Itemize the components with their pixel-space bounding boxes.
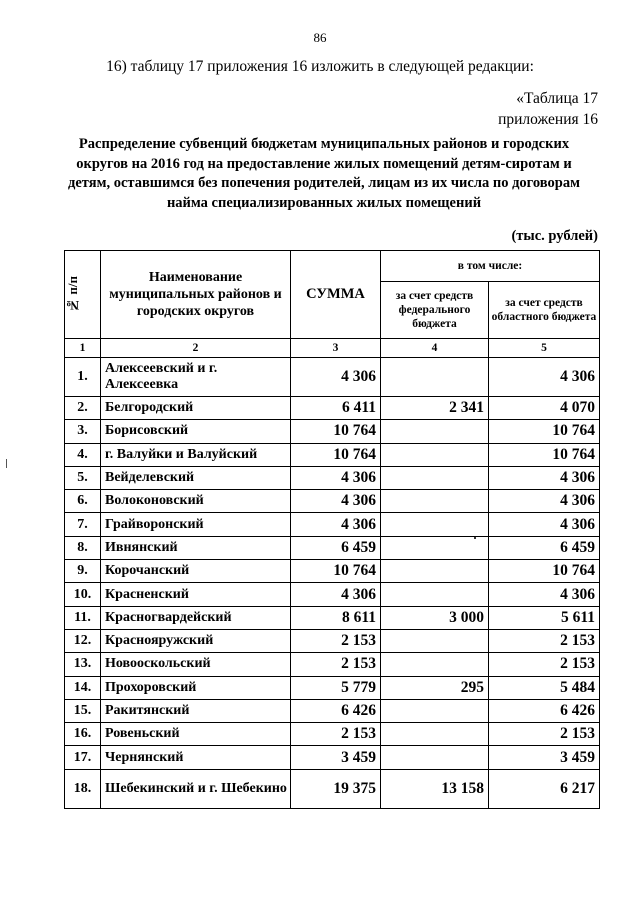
table-row [65,397,600,420]
column-index: 1 [65,339,101,358]
table-row [65,420,600,443]
federal-value: 13 158 [381,769,489,808]
regional-value: 5 611 [489,606,600,629]
row-number: 7. [65,513,101,536]
table-row [65,676,600,699]
sum-value: 6 459 [291,536,381,559]
federal-value [381,583,489,606]
row-number: 5. [65,466,101,489]
sum-value: 2 153 [291,723,381,746]
district-name: Вейделевский [101,466,291,489]
federal-value: 295 [381,676,489,699]
district-name: Чернянский [101,746,291,769]
header-federal: за счет средств федерального бюджета [381,282,489,339]
district-name: Корочанский [101,560,291,583]
row-number: 8. [65,536,101,559]
header-sum: СУММА [291,251,381,339]
table-row [65,443,600,466]
federal-value [381,420,489,443]
table-row [65,769,600,808]
header-name: Наименование муниципальных районов и городских округов [101,251,291,339]
federal-value [381,746,489,769]
district-name: Грайворонский [101,513,291,536]
sum-value: 4 306 [291,583,381,606]
row-number: 18. [65,769,101,808]
district-name: Красненский [101,583,291,606]
table-row [65,513,600,536]
table-row [65,746,600,769]
regional-value: 3 459 [489,746,600,769]
header-num: № п/п [65,276,80,313]
table-row [65,358,600,397]
sum-value: 10 764 [291,443,381,466]
stray-mark [474,537,476,539]
document-title: Распределение субвенций бюджетам муниципальных районов и городских округов на 2016 год на предоставление жилых помещений детям-сиротам и детям, оставшимся без попечения родителей, лицам из их числа по договорам найма специализированных жилых помещений [68,136,580,211]
caption-line-1: «Таблица 17 [516,90,598,107]
district-name: Краснояружский [101,629,291,652]
regional-value: 10 764 [489,420,600,443]
federal-value [381,443,489,466]
sum-value: 4 306 [291,490,381,513]
regional-value: 5 484 [489,676,600,699]
federal-value [381,653,489,676]
table-row [65,536,600,559]
regional-value: 10 764 [489,560,600,583]
regional-value: 4 306 [489,490,600,513]
table-row [65,653,600,676]
sum-value: 2 153 [291,629,381,652]
regional-value: 4 306 [489,583,600,606]
sum-value: 6 426 [291,699,381,722]
regional-value: 4 070 [489,397,600,420]
district-name: Борисовский [101,420,291,443]
row-number: 13. [65,653,101,676]
table-row [65,490,600,513]
row-number: 9. [65,560,101,583]
row-number: 1. [65,358,101,397]
margin-mark [6,459,7,468]
column-index: 4 [381,339,489,358]
federal-value: 2 341 [381,397,489,420]
sum-value: 4 306 [291,466,381,489]
column-index: 5 [489,339,600,358]
district-name: Новооскольский [101,653,291,676]
row-number: 17. [65,746,101,769]
federal-value [381,466,489,489]
sum-value: 10 764 [291,420,381,443]
regional-value: 2 153 [489,653,600,676]
sum-value: 5 779 [291,676,381,699]
table-row [65,466,600,489]
table-row [65,560,600,583]
regional-value: 6 426 [489,699,600,722]
district-name: Ровеньский [101,723,291,746]
row-number: 15. [65,699,101,722]
row-number: 6. [65,490,101,513]
units-label: (тыс. рублей) [511,228,598,244]
row-number: 4. [65,443,101,466]
row-number: 11. [65,606,101,629]
row-number: 14. [65,676,101,699]
federal-value: 3 000 [381,606,489,629]
district-name: Алексеевский и г. Алексеевка [101,358,291,397]
district-name: Ивнянский [101,536,291,559]
district-name: Прохоровский [101,676,291,699]
row-number: 2. [65,397,101,420]
intro-text: 16) таблицу 17 приложения 16 изложить в следующей редакции: [106,58,534,75]
sum-value: 8 611 [291,606,381,629]
column-index: 2 [101,339,291,358]
regional-value: 4 306 [489,466,600,489]
regional-value: 10 764 [489,443,600,466]
column-index: 3 [291,339,381,358]
district-name: Волоконовский [101,490,291,513]
federal-value [381,536,489,559]
regional-value: 2 153 [489,629,600,652]
federal-value [381,490,489,513]
regional-value: 4 306 [489,358,600,397]
table-row [65,606,600,629]
regional-value: 6 217 [489,769,600,808]
sum-value: 2 153 [291,653,381,676]
federal-value [381,560,489,583]
header-num-cell [65,251,101,339]
sum-value: 3 459 [291,746,381,769]
table-row [65,699,600,722]
sum-value: 19 375 [291,769,381,808]
federal-value [381,358,489,397]
sum-value: 6 411 [291,397,381,420]
sum-value: 4 306 [291,358,381,397]
federal-value [381,513,489,536]
caption-line-2: приложения 16 [498,111,598,128]
district-name: Шебекинский и г. Шебекино [101,769,291,808]
table-caption [498,88,598,130]
district-name: Белгородский [101,397,291,420]
header-regional: за счет средств областного бюджета [489,282,600,339]
district-name: Красногвардейский [101,606,291,629]
row-number: 12. [65,629,101,652]
row-number: 3. [65,420,101,443]
sum-value: 4 306 [291,513,381,536]
table-row [65,723,600,746]
federal-value [381,699,489,722]
row-number: 16. [65,723,101,746]
page-number: 86 [313,30,327,45]
subsidy-table [64,250,600,809]
header-including: в том числе: [381,251,600,282]
column-index-row [65,339,600,358]
table-row [65,629,600,652]
district-name: Ракитянский [101,699,291,722]
regional-value: 2 153 [489,723,600,746]
federal-value [381,629,489,652]
sum-value: 10 764 [291,560,381,583]
federal-value [381,723,489,746]
table-row [65,583,600,606]
row-number: 10. [65,583,101,606]
regional-value: 4 306 [489,513,600,536]
district-name: г. Валуйки и Валуйский [101,443,291,466]
regional-value: 6 459 [489,536,600,559]
